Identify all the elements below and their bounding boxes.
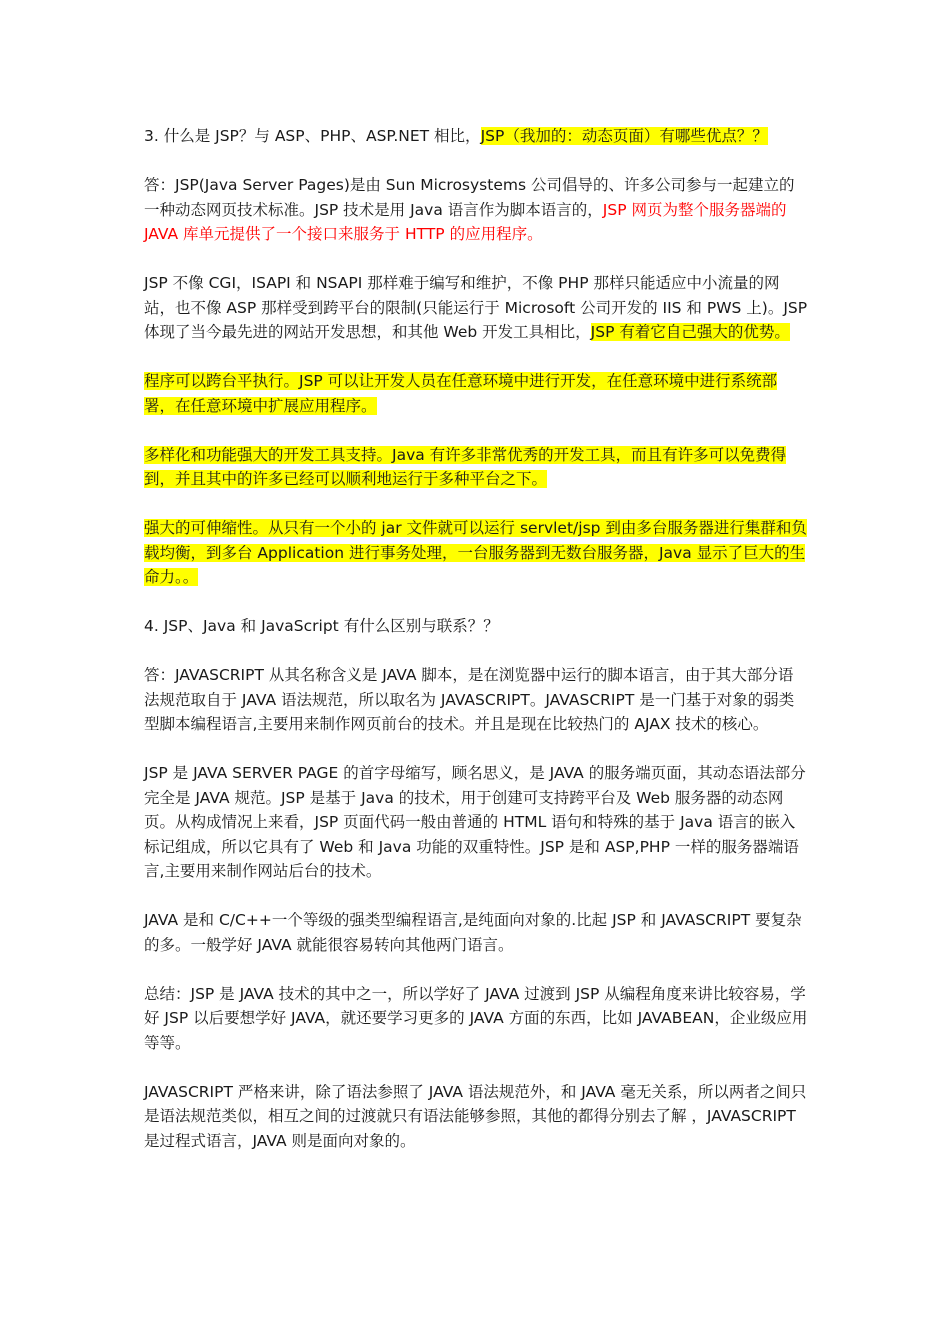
advantage-tools-text: 多样化和功能强大的开发工具支持。Java 有许多非常优秀的开发工具，而且有许多可以免费得到，并且其中的许多已经可以顺利地运行于多种平台之下。 xyxy=(144,445,787,488)
question-4-closing-paragraph: JAVASCRIPT 严格来讲，除了语法参照了 JAVA 语法规范外，和 JAVA 毫无关系，所以两者之间只是语法规范类似，相互之间的过渡就只有语法能够参照，其他的都得分别去了解 ，JAVASCRIPT 是过程式语言，JAVA 则是面向对象的。 xyxy=(144,1082,807,1150)
advantage-tools xyxy=(144,443,808,492)
question-3-comparison-highlight: JSP 有着它自己强大的优势。 xyxy=(590,323,790,341)
advantage-cross-platform xyxy=(144,369,808,418)
advantage-scalability xyxy=(144,516,808,590)
question-3-comparison xyxy=(144,271,808,345)
question-4-javascript-paragraph: 答：JAVASCRIPT 从其名称含义是 JAVA 脚本，是在浏览器中运行的脚本语言，由于其大部分语法规范取自于 JAVA 语法规范，所以取名为 JAVASCRIPT。JAVASCRIPT 是一门基于对象的弱类型脚本编程语言,主要用来制作网页前台的技术。并且是现在比较热门的 AJAX 技术的核心。 xyxy=(144,666,795,733)
document-body xyxy=(144,124,808,1178)
question-4-title: 4. JSP、Java 和 JavaScript 有什么区别与联系？？ xyxy=(144,617,499,635)
advantage-scalability-text: 强大的可伸缩性。从只有一个小的 jar 文件就可以运行 servlet/jsp 到由多台服务器进行集群和负载均衡，到多台 Application 进行事务处理，一台服务器到无数台服务器，Java 显示了巨大的生命力。。 xyxy=(144,519,807,586)
question-3-answer-text: 答：JSP(Java Server Pages)是由 Sun Microsystems 公司倡导的、许多公司参与一起建立的一种动态网页技术标准。JSP 技术是用 Java 语言作为脚本语言的， xyxy=(144,176,795,219)
advantage-cross-platform-text: 程序可以跨台平执行。JSP 可以让开发人员在任意环境中进行开发，在任意环境中进行系统部署，在任意环境中扩展应用程序。 xyxy=(144,372,778,415)
question-4-summary-paragraph: 总结：JSP 是 JAVA 技术的其中之一，所以学好了 JAVA 过渡到 JSP 从编程角度来讲比较容易，学好 JSP 以后要想学好 JAVA，就还要学习更多的 JAVA 方面的东西，比如 JAVABEAN，企业级应用等等。 xyxy=(144,984,808,1052)
question-3-comparison-text: JSP 不像 CGI，ISAPI 和 NSAPI 那样难于编写和维护，不像 PHP 那样只能适应中小流量的网站，也不像 ASP 那样受到跨平台的限制(只能运行于 Microsoft 公司开发的 IIS 和 PWS 上)。JSP 体现了当今最先进的网站开发思想，和其他 Web 开发工具相比， xyxy=(144,274,808,341)
question-3-answer xyxy=(144,173,808,247)
question-3-title-highlight: JSP（我加的：动态页面）有哪些优点？？ xyxy=(480,127,768,145)
question-3-answer-red-text: JSP 网页为整个服务器端的 JAVA 库单元提供了一个接口来服务于 HTTP 的应用程序。 xyxy=(144,200,787,243)
question-4-java-paragraph: JAVA 是和 C/C++一个等级的强类型编程语言,是纯面向对象的.比起 JSP 和 JAVASCRIPT 要复杂的多。一般学好 JAVA 就能很容易转向其他两门语言。 xyxy=(144,911,802,954)
question-4-jsp-paragraph: JSP 是 JAVA SERVER PAGE 的首字母缩写，顾名思义，是 JAVA 的服务端页面，其动态语法部分完全是 JAVA 规范。JSP 是基于 Java 的技术，用于创建可支持跨平台及 Web 服务器的动态网页。从构成情况上来看，JSP 页面代码一般由普通的 HTML 语句和特殊的基于 Java 语言的嵌入标记组成，所以它具有了 Web 和 Java 功能的双重特性。JSP 是和 ASP,PHP 一样的服务器端语言,主要用来制作网站后台的技术。 xyxy=(144,764,806,880)
question-3-title xyxy=(144,124,808,149)
question-3-title-text: 3. 什么是 JSP？与 ASP、PHP、ASP.NET 相比， xyxy=(144,127,481,145)
